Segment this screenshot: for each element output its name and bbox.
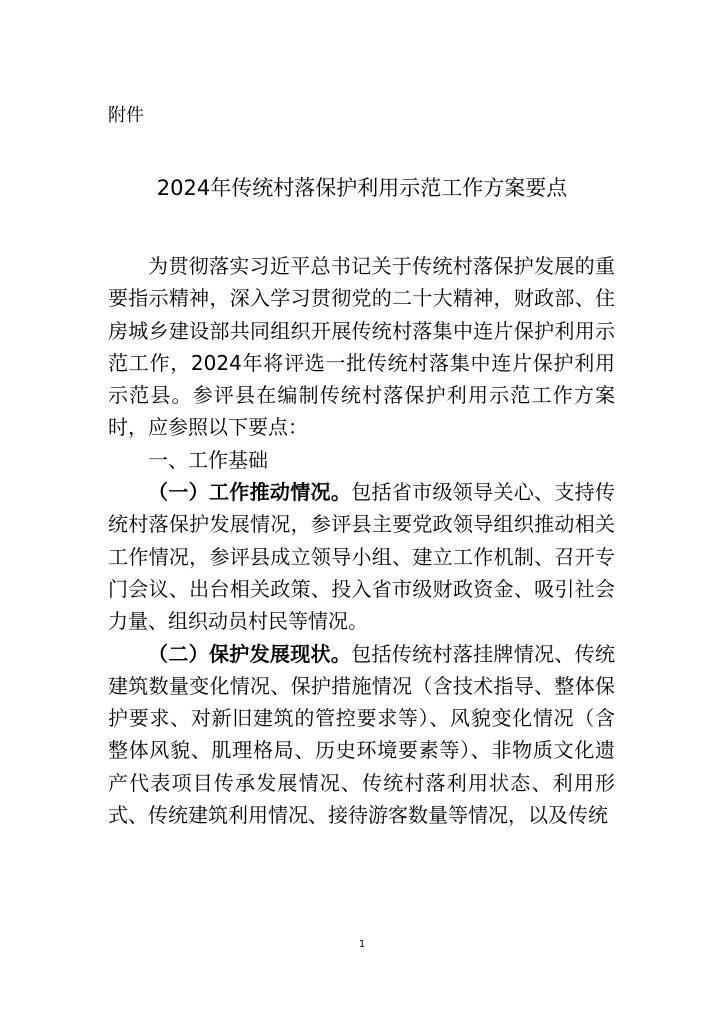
attachment-label: 附件 (108, 105, 144, 126)
item-protection-status (108, 638, 615, 832)
intro-paragraph: 为贯彻落实习近平总书记关于传统村落保护发展的重要指示精神，深入学习贯彻党的二十大精神，财政部、住房城乡建设部共同组织开展传统村落集中连片保护利用示范工作，2024年将评选一批传统村落集中连片保护利用示范县。参评县在编制传统村落保护利用示范工作方案时，应参照以下要点： (108, 254, 615, 440)
item-work-promotion-text: 包括省市级领导关心、支持传统村落保护发展情况，参评县主要党政领导组织推动相关工作情况，参评县成立领导小组、建立工作机制、召开专门会议、出台相关政策、投入省市级财政资金、吸引社会力量、组织动员村民等情况。 (108, 480, 616, 634)
document-body (108, 250, 615, 831)
section-heading-work-foundation: 一、工作基础 (148, 447, 268, 472)
item-protection-status-text: 包括传统村落挂牌情况、传统建筑数量变化情况、保护措施情况（含技术指导、整体保护要求、对新旧建筑的管控要求等）、风貌变化情况（含整体风貌、肌理格局、历史环境要素等）、非物质文化遗产代表项目传承发展情况、传统村落利用状态、利用形式、传统建筑利用情况、接待游客数量等情况，以及传统 (108, 641, 616, 828)
page-number: 1 (358, 939, 366, 950)
item-protection-status-lead: （二）保护发展现状。 (148, 641, 352, 666)
item-work-promotion (108, 476, 615, 637)
document-title: 2024年传统村落保护利用示范工作方案要点 (156, 176, 568, 200)
item-work-promotion-lead: （一）工作推动情况。 (148, 480, 352, 505)
